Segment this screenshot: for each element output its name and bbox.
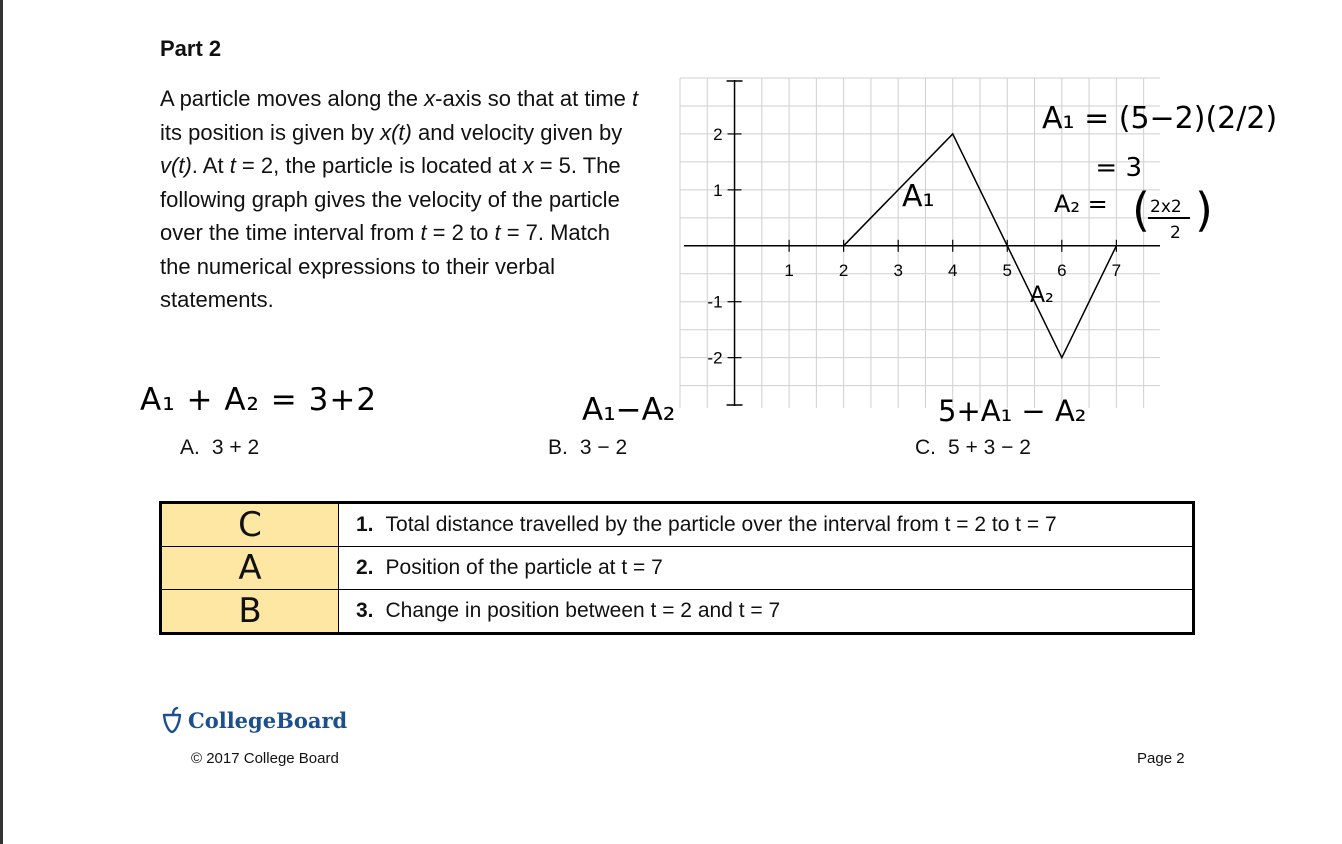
statement-cell [339,503,1194,547]
handwritten-paren-right: ) [1195,183,1213,237]
problem-var: t [420,220,427,245]
problem-text: A particle moves along the [160,86,425,111]
problem-statement [160,82,640,317]
velocity-graph [680,78,1278,408]
handwritten-a1-minus-a2: A₁−A₂ [582,392,676,428]
choice-expression: 3 − 2 [579,436,628,459]
answer-cell[interactable]: A [161,547,339,590]
answer-cell[interactable]: C [161,503,339,547]
part-title: Part 2 [160,36,222,61]
problem-var: v(t) [160,153,192,178]
problem-var: x(t) [380,119,412,145]
choice-label: C. [915,436,936,459]
choice-label: A. [180,436,200,459]
table-row [161,547,1194,590]
answer-cell[interactable]: B [161,590,339,634]
problem-text: its position is given by [160,119,381,145]
problem-text: . At [191,153,230,178]
problem-text: = 2 to [426,220,495,245]
problem-text: -axis so that at time [435,86,633,111]
acorn-icon [160,706,184,734]
handwritten-a1-result: = 3 [1095,153,1142,183]
handwritten-five-plus: 5+A₁ − A₂ [938,394,1087,428]
table-row [161,503,1194,547]
x-tick-label: 1 [784,260,794,280]
statement-number: 1. [356,513,374,536]
problem-var: t [632,86,639,111]
choice-a [180,436,259,460]
problem-var: x [424,86,436,111]
handwritten-a1-region: A₁ [902,179,935,214]
choice-expression: 5 + 3 − 2 [948,436,1031,459]
y-tick-label: 2 [713,124,723,144]
problem-var: t [229,153,236,178]
problem-text: = 7. Match the numerical expressions to their verbal statements. [160,220,611,312]
x-tick-label: 3 [893,260,903,280]
choice-b [548,436,627,460]
statement-cell [339,547,1194,590]
statement-number: 3. [356,599,374,622]
choice-c [915,436,1031,460]
statement-text: Change in position between t = 2 and t = 7 [385,599,781,622]
y-tick-label: -1 [707,292,723,312]
collegeboard-logo [160,706,347,734]
x-tick-label: 4 [947,260,958,280]
x-tick-label: 5 [1002,260,1013,280]
handwritten-a2-denominator: 2 [1170,223,1181,243]
handwritten-a1-calc: A₁ = (5−2)(2/2) [1042,101,1278,136]
x-tick-label: 7 [1111,260,1122,280]
choice-label: B. [548,436,568,459]
x-tick-label: 2 [838,260,849,280]
handwritten-a2-region: A₂ [1030,283,1054,308]
problem-text: = 5. The following graph gives the velocity of the particle over the time interval from [160,153,621,245]
y-tick-label: 1 [713,180,723,200]
handwritten-paren-left: ( [1132,183,1150,237]
table-row [161,590,1194,634]
choice-expression: 3 + 2 [211,436,260,459]
x-tick-label: 6 [1057,260,1067,280]
problem-var: t [494,220,501,245]
statement-text: Position of the particle at t = 7 [385,556,663,579]
handwritten-a2-label: A₂ = [1054,190,1108,218]
problem-var: x [522,153,534,178]
logo-text: CollegeBoard [188,707,348,733]
statement-number: 2. [356,556,374,579]
y-tick-label: -2 [707,348,723,368]
statement-cell [339,590,1194,634]
problem-text: = 2, the particle is located at [235,153,523,178]
handwritten-a2-numerator: 2x2 [1150,197,1182,217]
matching-table [159,501,1195,635]
problem-text: and velocity given by [411,119,623,145]
page-number: Page 2 [1137,750,1185,767]
copyright-text: © 2017 College Board [191,750,339,767]
handwritten-a1-plus-a2: A₁ + A₂ = 3+2 [140,382,378,418]
statement-text: Total distance travelled by the particle over the interval from t = 2 to t = 7 [385,513,1057,536]
page-left-border [0,0,3,844]
